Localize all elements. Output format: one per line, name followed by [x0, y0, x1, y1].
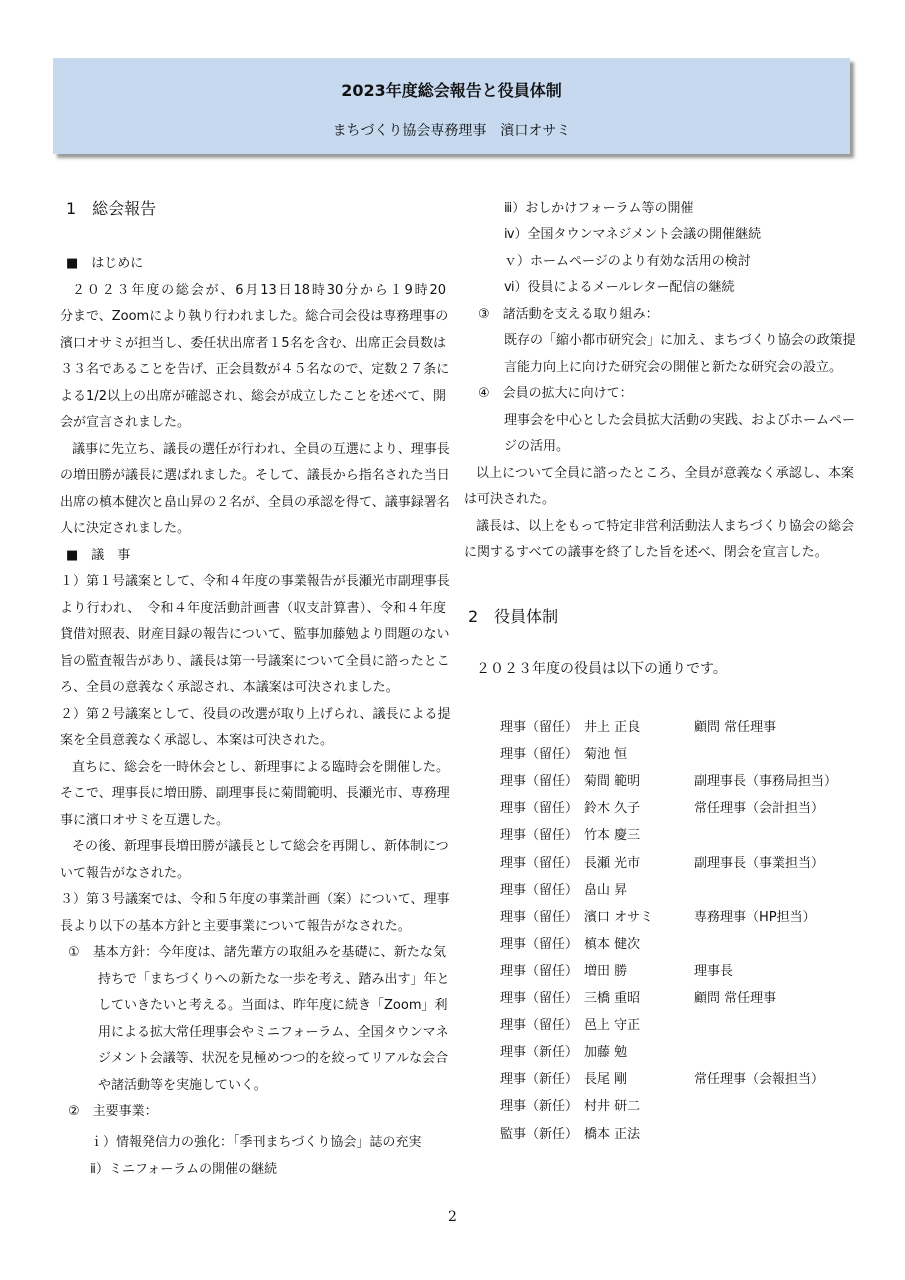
officer-name: 鈴木 久子: [584, 801, 641, 817]
officer-name: 邑上 守正: [584, 1018, 641, 1034]
left-text-line: ろ、全員の意義なく承認され、本議案は可決されました。: [60, 680, 399, 695]
left-text-line: 案を全員意義なく承認し、本案は可決された。: [60, 733, 334, 748]
right-text-line: ⅳ）全国タウンマネジメント会議の開催継続: [504, 227, 762, 242]
left-text-line: ⅱ）ミニフォーラムの開催の継続: [90, 1162, 278, 1177]
officer-role: 理事（留任）: [500, 828, 579, 844]
right-text-line: 理事会を中心とした会員拡大活動の実践、およびホームペー: [504, 413, 856, 428]
left-text-line: ２）第２号議案として、役員の改選が取り上げられ、議長による提: [60, 707, 451, 722]
right-text-line: 既存の「縮小都市研究会」に加え、まちづくり協会の政策提: [504, 333, 856, 348]
title-banner: [53, 58, 850, 154]
left-text-line: 事に濱口オサミを互選した。: [60, 813, 230, 828]
left-text-line: ■ はじめに: [66, 256, 144, 271]
officer-name: 濱口 オサミ: [584, 909, 654, 925]
right-text-line: 議長は、以上をもって特定非営利活動法人まちづくり協会の総会: [476, 519, 854, 534]
right-text-line: は可決された。: [464, 492, 556, 507]
officer-post: 副理事長（事業担当）: [694, 855, 825, 871]
left-text-line: より行われ、 令和４年度活動計画書（収支計算書）、令和４年度: [60, 601, 446, 616]
officer-post: 副理事長（事務局担当）: [694, 774, 838, 790]
author-line: まちづくり協会専務理事 濱口オサミ: [332, 123, 571, 139]
officer-role: 監事（新任）: [500, 1126, 579, 1142]
officer-name: 長尾 剛: [584, 1072, 628, 1088]
officer-name: 三橋 重昭: [584, 991, 641, 1006]
left-text-line: 用による拡大常任理事会やミニフォーラム、全国タウンマネ: [98, 1025, 449, 1040]
officer-role: 理事（留任）: [500, 801, 579, 817]
left-text-line: ジメント会議等、状況を見極めつつ的を絞ってリアルな会合: [98, 1051, 449, 1066]
left-text-line: 貸借対照表、財産目録の報告について、監事加藤勉より問題のない: [60, 627, 450, 642]
left-text-line: ｉ）情報発信力の強化：「季刊まちづくり協会」誌の充実: [90, 1135, 422, 1150]
left-text-line: の増田勝が議長に選ばれました。そして、議長から指名された当日: [60, 468, 450, 483]
officer-role: 理事（留任）: [500, 1018, 579, 1034]
officer-name: 長瀬 光市: [584, 855, 641, 871]
officer-name: 菊間 範明: [584, 774, 641, 790]
right-text-line: ジの活用。: [504, 439, 570, 454]
left-text-line: １）第１号議案として、令和４年度の事業報告が長瀬光市副理事長: [60, 574, 450, 589]
officer-name: 井上 正良: [584, 720, 641, 735]
officer-role: 理事（留任）: [500, 720, 579, 735]
officer-post: 顧問 常任理事: [694, 991, 777, 1006]
left-text-line: 人に決定されました。: [60, 521, 191, 536]
left-text-line: 直ちに、総会を一時休会とし、新理事による臨時会を開催した。: [72, 760, 450, 775]
right-text-line: 言能力向上に向けた研究会の開催と新たな研究会の設立。: [504, 360, 843, 375]
officer-name: 竹本 慶三: [584, 828, 641, 844]
left-text-line: 分まで、Zoomにより執り行われました。総合司会役は専務理事の: [60, 309, 449, 324]
officer-role: 理事（留任）: [500, 991, 579, 1006]
right-text-line: に関するすべての議事を終了した旨を述べ、閉会を宣言した。: [464, 545, 828, 560]
left-text-line: そこで、理事長に増田勝、副理事長に菊間範明、長瀬光市、専務理: [60, 786, 450, 801]
officer-post: 常任理事（会報担当）: [694, 1072, 825, 1088]
officer-name: 菊池 恒: [584, 747, 628, 763]
left-text-line: ２０２３年度の総会が、6月13日18時30分から１9時20: [72, 283, 446, 298]
right-text-line: ③ 諸活動を支える取り組み：: [478, 307, 659, 322]
officer-name: 畠山 昇: [584, 882, 628, 898]
officer-role: 理事（新任）: [500, 1099, 579, 1115]
right-text-line: ｖ）ホームページのより有効な活用の検討: [504, 254, 751, 269]
left-text-line: 出席の槙本健次と畠山昇の２名が、全員の承認を得て、議事録署名: [60, 495, 450, 510]
left-text-line: 旨の監査報告があり、議長は第一号議案について全員に諮ったとこ: [60, 654, 450, 669]
officer-post: 常任理事（会計担当）: [694, 801, 825, 817]
section-heading-2: 2 役員体制: [468, 607, 559, 626]
left-text-line: 濱口オサミが担当し、委任状出席者１5名を含む、出席正会員数は: [60, 336, 446, 351]
officer-post: 専務理事（HP担当）: [694, 909, 816, 925]
officers-intro: ２０２３年度の役員は以下の通りです。: [476, 661, 727, 677]
left-text-line: ３）第３号議案では、令和５年度の事業計画（案）について、理事: [60, 892, 450, 907]
left-text-line: その後、新理事長増田勝が議長として総会を再開し、新体制につ: [72, 839, 449, 854]
left-text-line: ３３名であることを告げ、正会員数が４５名なので、定数２７条に: [60, 362, 450, 377]
left-text-line: 長より以下の基本方針と主要事業について報告がなされた。: [60, 919, 411, 934]
document-title: 2023年度総会報告と役員体制: [341, 81, 562, 100]
officer-post: 理事長: [694, 963, 734, 979]
left-text-line: していきたいと考える。当面は、昨年度に続き「Zoom」利: [98, 998, 448, 1013]
officer-role: 理事（新任）: [500, 1072, 579, 1088]
officer-name: 村井 研二: [584, 1099, 641, 1115]
section-heading-1: 1 総会報告: [66, 199, 157, 218]
right-text-line: ④ 会員の拡大に向けて：: [478, 386, 633, 401]
officer-post: 顧問 常任理事: [694, 720, 777, 735]
left-text-line: ① 基本方針：今年度は、諸先輩方の取組みを基礎に、新たな気: [68, 945, 446, 960]
officer-role: 理事（留任）: [500, 882, 579, 898]
officer-name: 増田 勝: [584, 963, 628, 979]
page-number: 2: [448, 1209, 457, 1225]
left-text-line: いて報告がなされた。: [60, 866, 191, 881]
officer-role: 理事（新任）: [500, 1045, 579, 1061]
officer-role: 理事（留任）: [500, 909, 579, 925]
left-text-line: ■ 議 事: [66, 548, 131, 563]
officer-role: 理事（留任）: [500, 774, 579, 790]
officer-name: 加藤 勉: [584, 1045, 628, 1061]
left-text-line: 持ちで「まちづくりへの新たな一歩を考え、踏み出す」年と: [98, 972, 450, 987]
officer-role: 理事（留任）: [500, 963, 579, 979]
left-text-line: や諸活動等を実施していく。: [98, 1078, 267, 1093]
left-text-line: よる1/2以上の出席が確認され、総会が成立したことを述べて、開: [60, 389, 446, 404]
officer-name: 槙本 健次: [584, 936, 641, 952]
right-text-line: ⅵ）役員によるメールレター配信の継続: [504, 280, 735, 295]
right-text-line: ⅲ）おしかけフォーラム等の開催: [504, 201, 694, 216]
officer-role: 理事（留任）: [500, 747, 579, 763]
left-text-line: 議事に先立ち、議長の選任が行われ、全員の互選により、理事長: [72, 442, 450, 457]
officer-name: 橋本 正法: [584, 1126, 641, 1142]
left-text-line: ② 主要事業：: [68, 1104, 158, 1119]
officer-role: 理事（留任）: [500, 855, 579, 871]
right-text-line: 以上について全員に諮ったところ、全員が意義なく承認し、本案: [476, 466, 854, 481]
officer-role: 理事（留任）: [500, 936, 579, 952]
left-text-line: 会が宣言されました。: [60, 415, 191, 430]
